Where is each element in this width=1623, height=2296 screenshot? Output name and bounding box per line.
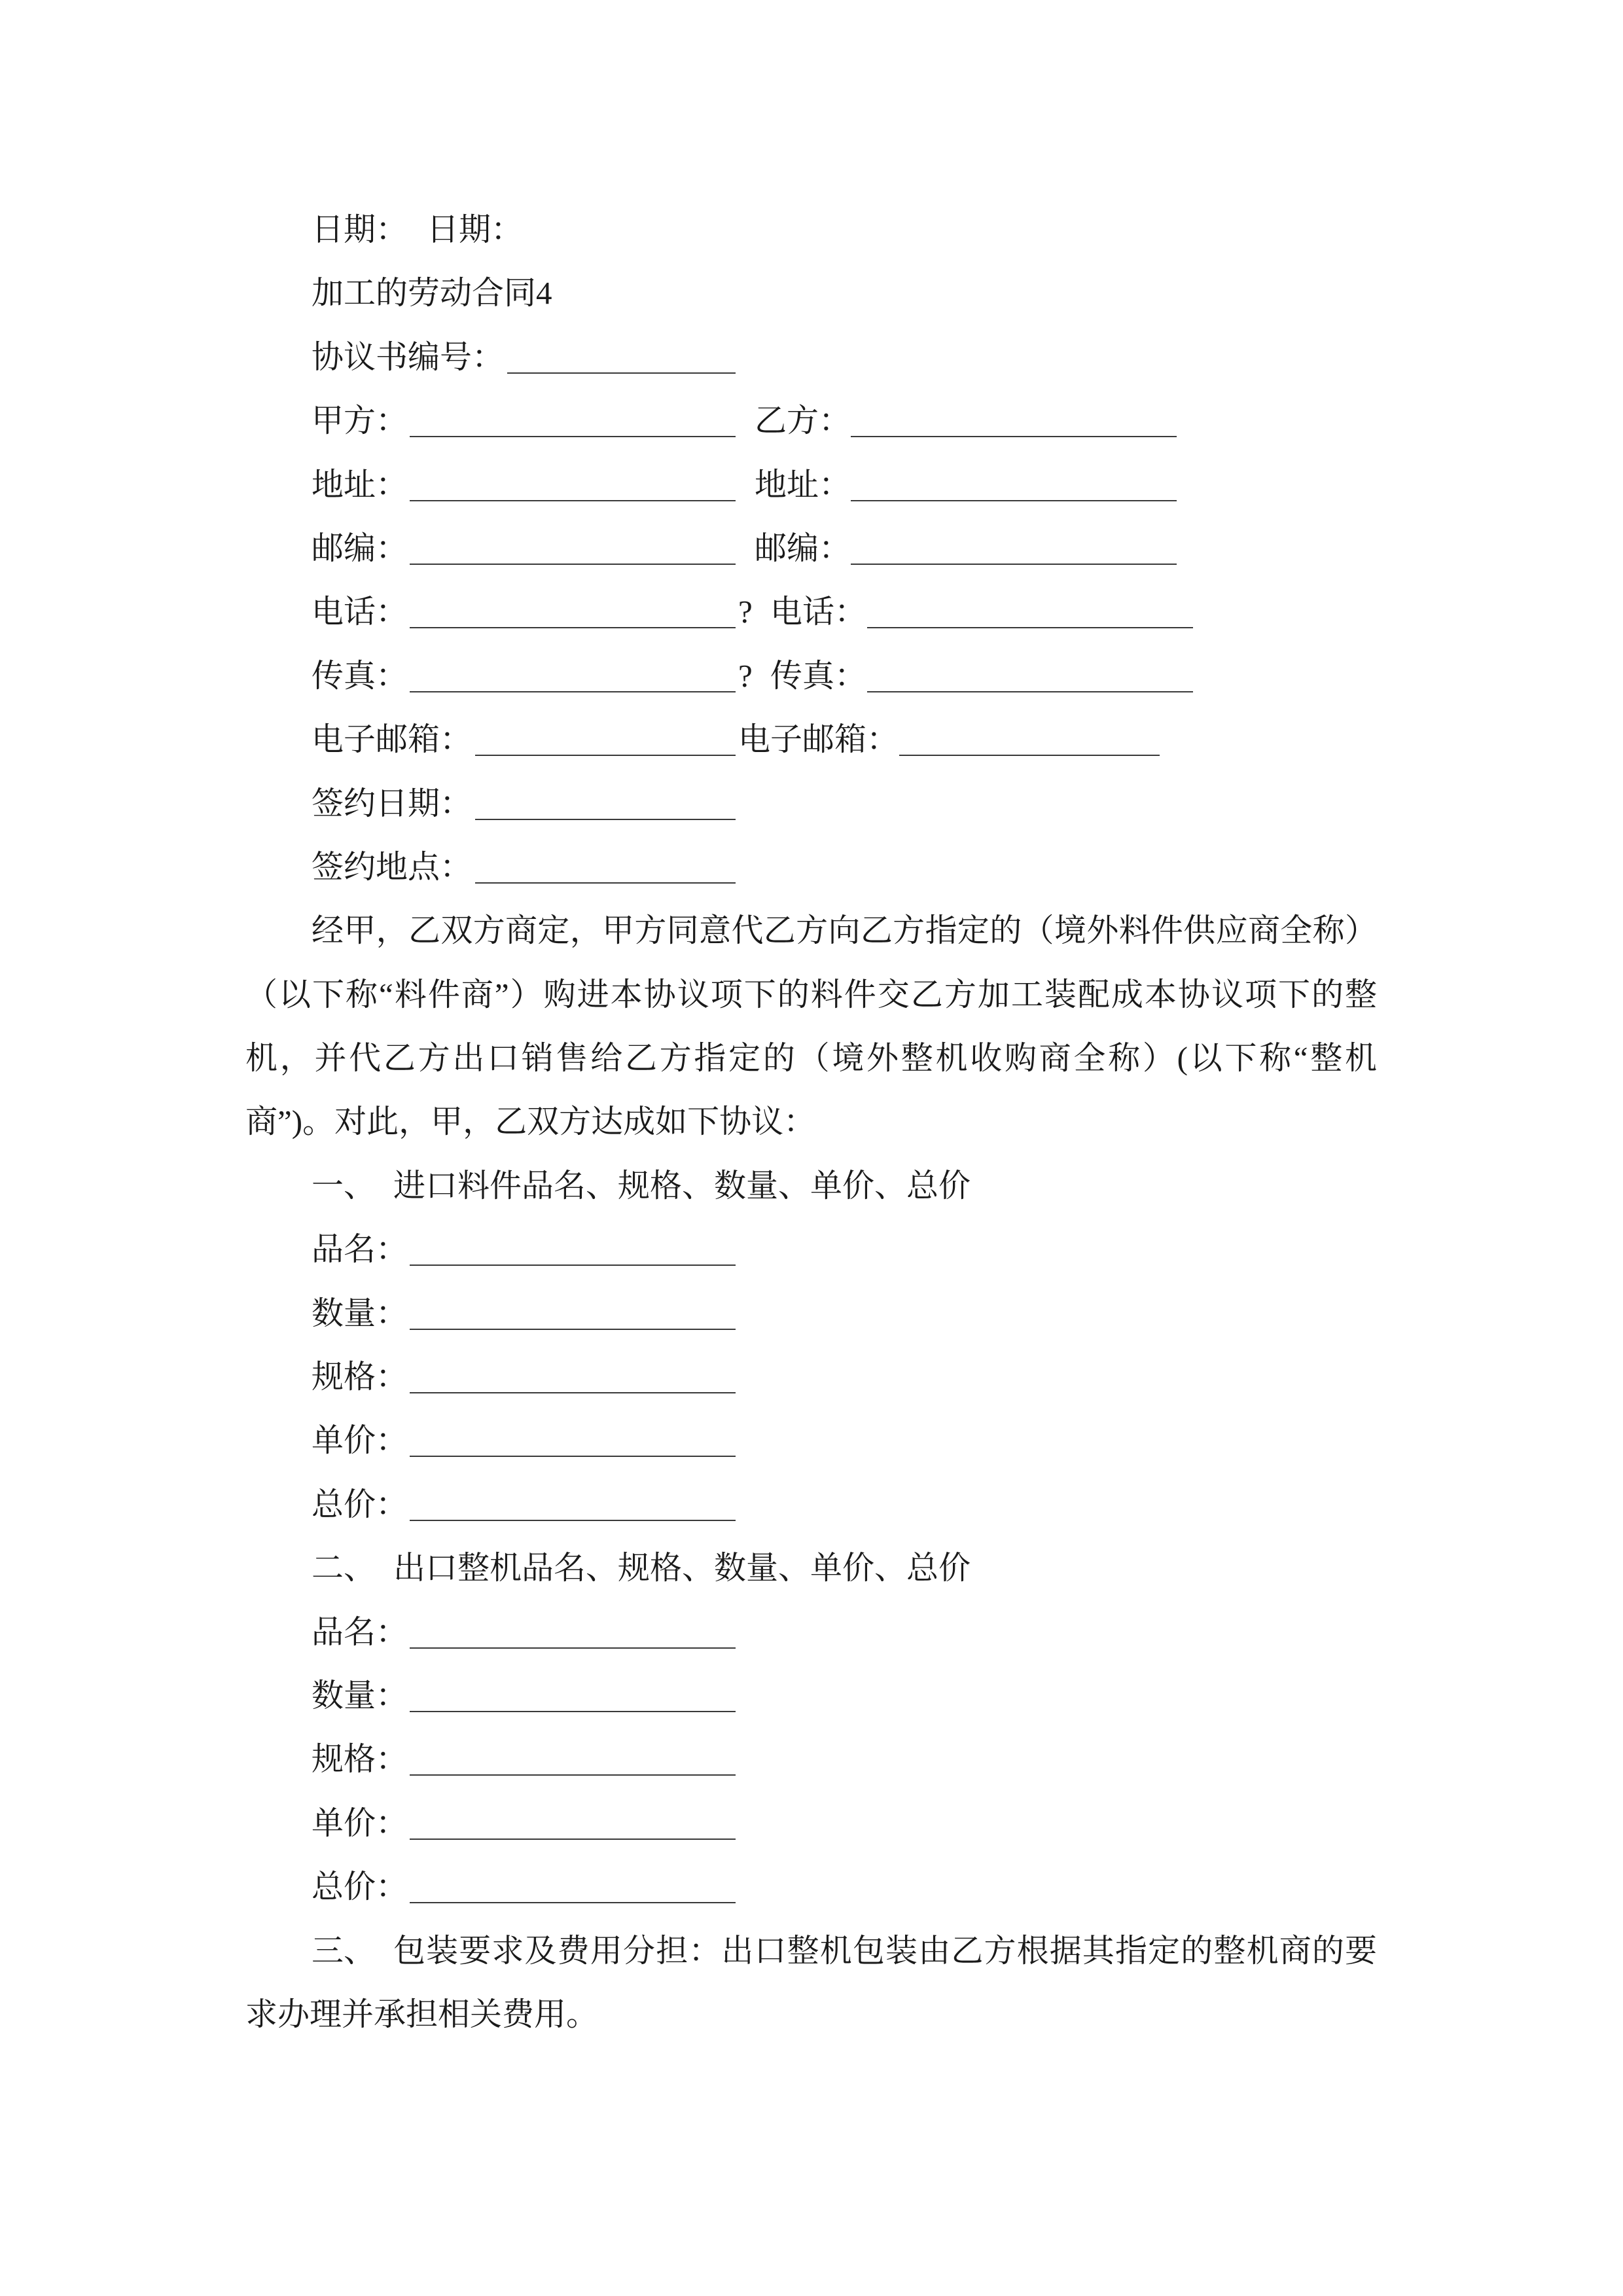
date-label-a: 日期： (312, 211, 408, 247)
title-row (0, 261, 1623, 325)
section-2-field-blank-line (410, 1774, 736, 1776)
section-1-field-label: 单价： (312, 1422, 408, 1459)
party-b-blank-line (851, 436, 1177, 437)
party-a-address-blank-line (410, 500, 736, 501)
party-a-label: 甲方： (312, 403, 408, 439)
party-a-phone-blank-line (410, 627, 736, 628)
party-row-address (0, 453, 1623, 516)
section-1-heading-row (0, 1154, 1623, 1217)
party-b-fax-blank-line (867, 691, 1193, 692)
document-title: 加工的劳动合同4 (312, 275, 552, 312)
section-1-field-blank-line (410, 1329, 736, 1330)
party-a-postcode-label: 邮编： (312, 529, 408, 566)
section-2-field-label: 品名： (312, 1613, 408, 1650)
section-2-heading: 出口整机品名、规格、数量、单价、总价 (393, 1550, 971, 1587)
section-2-heading-row (0, 1536, 1623, 1600)
section-2-field-blank-line (410, 1711, 736, 1712)
intro-line-3: 机，并代乙方出口销售给乙方指定的（境外整机收购商全称）(以下称“整机 (245, 1040, 1377, 1077)
party-b-fax-label: 传真： (770, 657, 867, 694)
date-row (0, 198, 1623, 261)
section-1-field-label: 规格： (312, 1359, 408, 1395)
party-a-fax-blank-line (410, 691, 736, 692)
party-b-email-blank-line (899, 755, 1160, 756)
party-a-email-blank-line (475, 755, 736, 756)
signing-place-label: 签约地点： (312, 848, 473, 885)
party-b-address-blank-line (851, 500, 1177, 501)
party-b-phone-label: 电话： (770, 594, 867, 630)
section-1-field-row (0, 1408, 1623, 1472)
party-a-phone-label: 电话： (312, 594, 408, 630)
section-1-field-blank-line (410, 1392, 736, 1393)
agreement-no-blank-line (507, 372, 736, 374)
section-1-number: 一、 (312, 1167, 376, 1204)
section-2-field-row (0, 1855, 1623, 1918)
section-1-field-blank-line (410, 1265, 736, 1266)
phone-separator: ? (738, 594, 753, 630)
party-b-postcode-label: 邮编： (755, 529, 851, 566)
section-3-line-1: 包装要求及费用分担：出口整机包装由乙方根据其指定的整机商的要 (393, 1932, 1377, 1969)
date-label-b: 日期： (427, 211, 524, 247)
intro-paragraph-line (0, 1026, 1623, 1090)
section-1-field-label: 总价： (312, 1486, 408, 1522)
intro-line-1: 经甲，乙双方商定，甲方同意代乙方向乙方指定的（境外料件供应商全称） (312, 912, 1377, 949)
section-1-field-row (0, 1473, 1623, 1536)
signing-place-blank-line (475, 882, 736, 884)
party-row-fax (0, 644, 1623, 708)
party-a-blank-line (410, 436, 736, 437)
party-a-fax-label: 传真： (312, 657, 408, 694)
section-3-row (0, 1919, 1623, 1982)
section-2-field-label: 总价： (312, 1869, 408, 1905)
section-1-field-row (0, 1345, 1623, 1408)
intro-paragraph-line (0, 899, 1623, 962)
section-2-field-row (0, 1727, 1623, 1791)
intro-paragraph-line (0, 1090, 1623, 1153)
party-row-postcode (0, 516, 1623, 580)
agreement-no-label: 协议书编号： (312, 338, 505, 375)
party-a-postcode-blank-line (410, 564, 736, 565)
agreement-no-row (0, 325, 1623, 389)
party-row-email (0, 708, 1623, 771)
section-1-field-label: 数量： (312, 1295, 408, 1331)
party-row-phone (0, 580, 1623, 643)
signing-place-row (0, 835, 1623, 899)
intro-line-4: 商”)。对此，甲，乙双方达成如下协议： (245, 1103, 816, 1140)
section-1-field-blank-line (410, 1456, 736, 1457)
intro-line-2: （以下称“料件商”）购进本协议项下的料件交乙方加工装配成本协议项下的整 (245, 976, 1377, 1013)
signing-date-blank-line (475, 819, 736, 820)
party-a-address-label: 地址： (312, 466, 408, 503)
party-b-address-label: 地址： (755, 466, 851, 503)
party-b-email-label: 电子邮箱： (738, 721, 899, 758)
section-2-field-row (0, 1600, 1623, 1664)
section-2-number: 二、 (312, 1550, 376, 1587)
section-2-field-label: 数量： (312, 1677, 408, 1713)
party-b-label: 乙方： (755, 403, 851, 439)
party-b-phone-blank-line (867, 627, 1193, 628)
section-1-field-label: 品名： (312, 1231, 408, 1268)
section-3-number: 三、 (312, 1932, 376, 1969)
section-2-field-label: 单价： (312, 1804, 408, 1841)
section-1-field-row (0, 1217, 1623, 1281)
document-body (0, 198, 1623, 2046)
party-a-email-label: 电子邮箱： (312, 721, 473, 758)
section-3-row (0, 1982, 1623, 2046)
section-1-field-blank-line (410, 1520, 736, 1521)
section-2-field-blank-line (410, 1647, 736, 1649)
section-1-field-row (0, 1282, 1623, 1345)
section-2-field-row (0, 1664, 1623, 1727)
section-2-field-blank-line (410, 1839, 736, 1840)
party-b-postcode-blank-line (851, 564, 1177, 565)
fax-separator: ? (738, 657, 753, 694)
section-1-heading: 进口料件品名、规格、数量、单价、总价 (393, 1167, 971, 1204)
section-2-field-label: 规格： (312, 1741, 408, 1778)
signing-date-label: 签约日期： (312, 785, 473, 821)
intro-paragraph-line (0, 963, 1623, 1026)
party-row-name (0, 389, 1623, 452)
section-3-line-2: 求办理并承担相关费用。 (245, 1996, 599, 2032)
signing-date-row (0, 772, 1623, 835)
section-2-field-row (0, 1791, 1623, 1855)
section-2-field-blank-line (410, 1902, 736, 1903)
